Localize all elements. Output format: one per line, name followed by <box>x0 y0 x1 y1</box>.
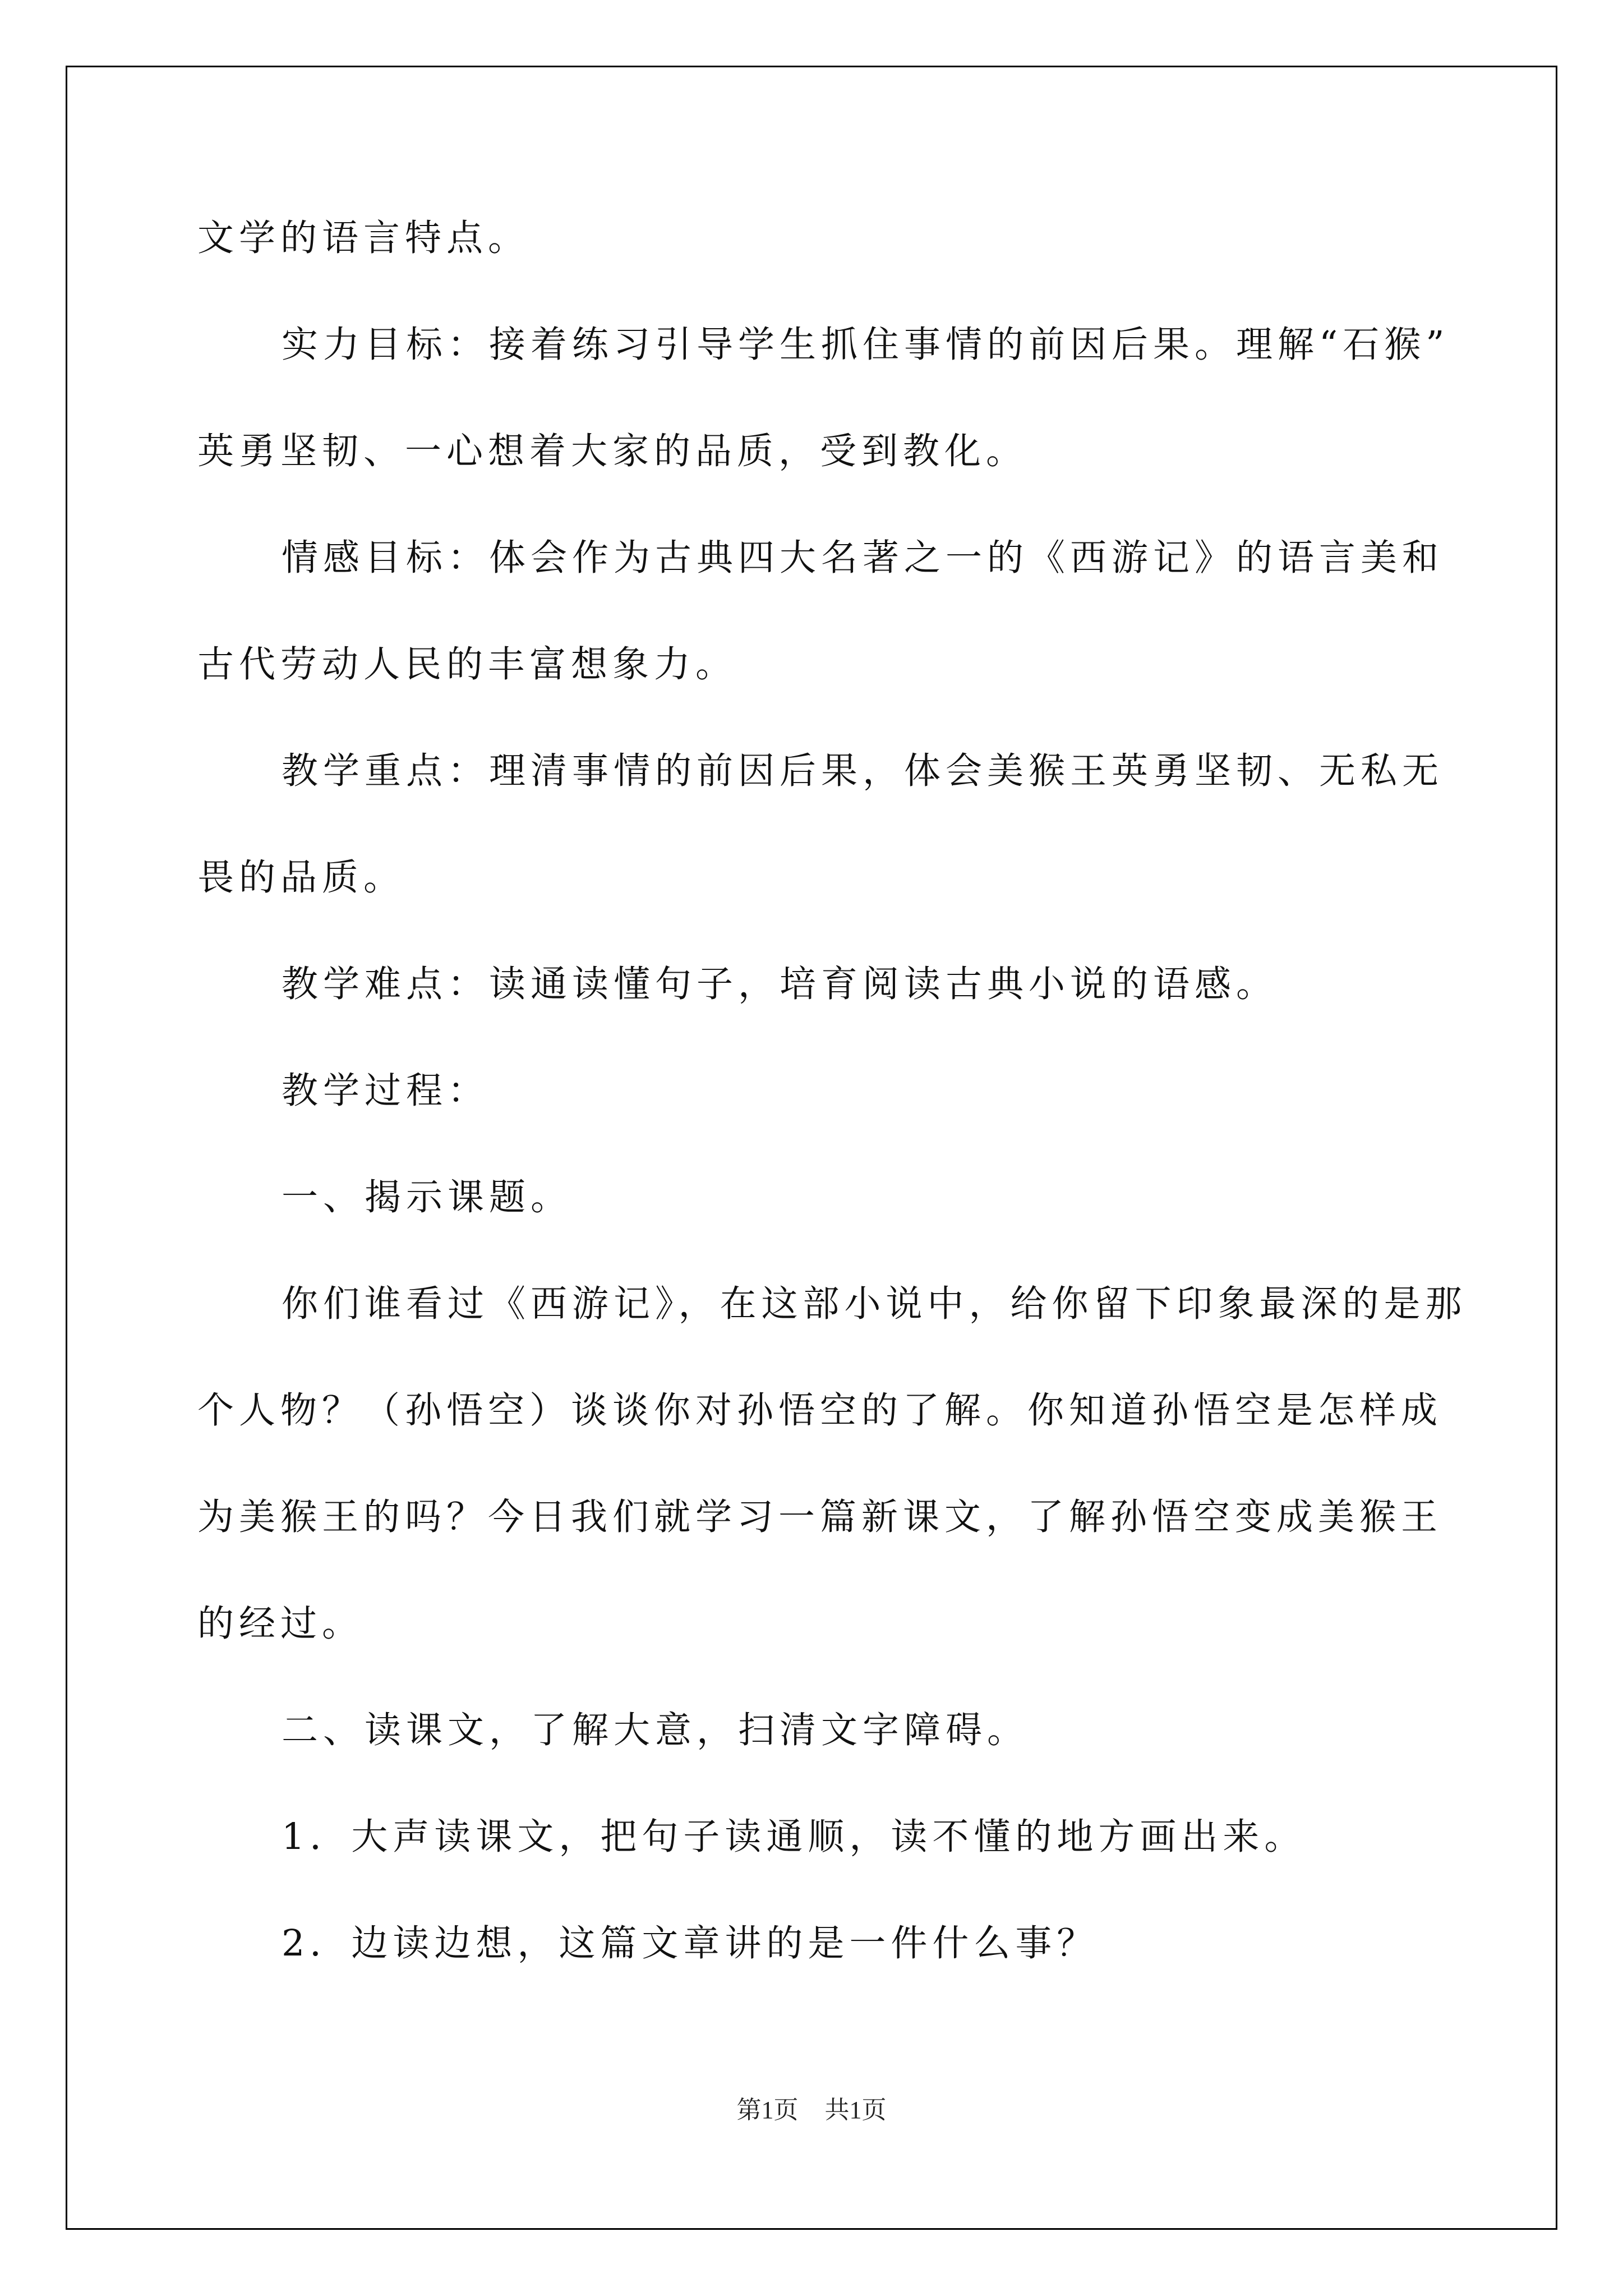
text-line: 个人物？（孙悟空）谈谈你对孙悟空的了解。你知道孙悟空是怎样成 <box>197 1389 1443 1432</box>
text-line: 为美猴王的吗？今日我们就学习一篇新课文，了解孙悟空变成美猴王 <box>197 1496 1443 1538</box>
text-line: 文学的语言特点。 <box>197 217 530 259</box>
text-line: 二、读课文，了解大意，扫清文字障碍。 <box>282 1709 1029 1751</box>
page-total: 共1页 <box>824 2096 887 2124</box>
page-footer <box>0 2090 1623 2125</box>
text-line: 1．大声读课文，把句子读通顺，读不懂的地方画出来。 <box>282 1816 1306 1858</box>
page-number: 第1页 <box>736 2096 799 2124</box>
text-line: 的经过。 <box>197 1603 364 1645</box>
document-body <box>197 202 1465 2014</box>
text-line: 畏的品质。 <box>197 857 405 899</box>
text-line: 2．边读边想，这篇文章讲的是一件什么事？ <box>282 1922 1099 1964</box>
text-line: 教学过程： <box>282 1070 490 1112</box>
text-line: 一、揭示课题。 <box>282 1176 573 1218</box>
text-line: 实力目标：接着练习引导学生抓住事情的前因后果。理解“石猴” <box>282 324 1450 366</box>
text-line: 教学难点：读通读懂句子，培育阅读古典小说的语感。 <box>282 963 1278 1005</box>
text-line: 古代劳动人民的丰富想象力。 <box>197 643 737 685</box>
text-line: 教学重点：理清事情的前因后果，体会美猴王英勇坚韧、无私无 <box>282 750 1444 792</box>
text-line: 英勇坚韧、一心想着大家的品质，受到教化。 <box>197 430 1028 472</box>
text-line: 你们谁看过《西游记》，在这部小说中，给你留下印象最深的是那 <box>282 1283 1467 1325</box>
text-line: 情感目标：体会作为古典四大名著之一的《西游记》的语言美和 <box>282 537 1444 579</box>
